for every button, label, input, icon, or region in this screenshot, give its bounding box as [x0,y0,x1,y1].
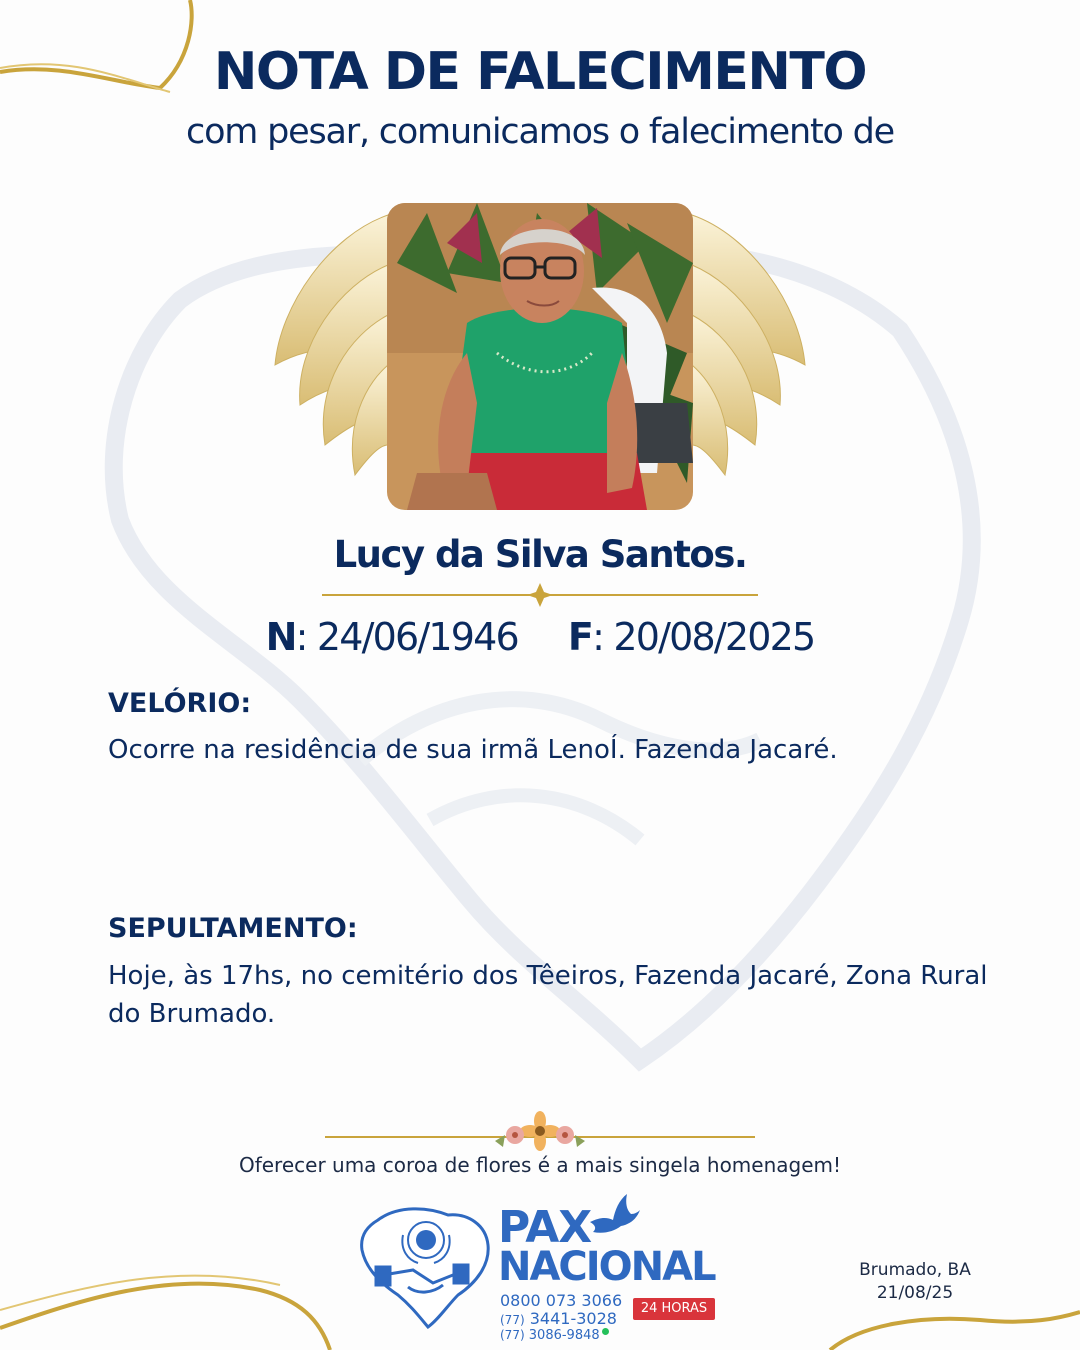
location-date [835,1259,995,1305]
issue-date: 21/08/25 [876,1283,954,1303]
phone-landline-number: 3441-3028 [529,1309,617,1328]
phone-whatsapp-number: 3086-9848 [528,1328,600,1343]
sepultamento-text: Hoje, às 17hs, no cemitério dos Têeiros, Fazenda Jacaré, Zona Rural do Brumado. [108,961,988,1029]
dove-icon [585,1192,640,1237]
birth-date: : 24/06/1946 [295,615,518,659]
whatsapp-icon [602,1328,609,1335]
velorio-heading: VELÓRIO: [108,688,252,719]
city: Brumado, BA [859,1260,971,1280]
page-title: NOTA DE FALECIMENTO [213,42,867,102]
brand-name-line2: NACIONAL [498,1244,715,1290]
phone-landline-area: (77) [500,1313,525,1327]
death-label: F [567,615,593,659]
homage-text: Oferecer uma coroa de flores é a mais singela homenagem! [238,1153,842,1177]
brazil-map-icon [358,1195,493,1330]
page-subtitle: com pesar, comunicamos o falecimento de [186,112,894,152]
phone-landline [500,1309,617,1328]
brand-name-line1: PAX [498,1202,592,1253]
24h-badge: 24 HORAS [633,1298,715,1320]
sparkle-icon [527,583,553,607]
sepultamento-heading: SEPULTAMENTO: [108,913,358,944]
gold-divider [322,583,758,607]
portrait-photo [387,203,693,510]
death-date: : 20/08/2025 [592,615,815,659]
deceased-name: Lucy da Silva Santos. [333,533,747,576]
phone-tollfree: 0800 073 3066 [500,1291,623,1310]
life-dates [0,615,1080,659]
phone-whatsapp-area: (77) [500,1328,525,1342]
phone-whatsapp [500,1328,609,1343]
birth-label: N [265,615,296,659]
velorio-text: Ocorre na residência de sua irmã LenoÍ. Fazenda Jacaré. [108,735,838,765]
flower-icon [325,1105,755,1157]
